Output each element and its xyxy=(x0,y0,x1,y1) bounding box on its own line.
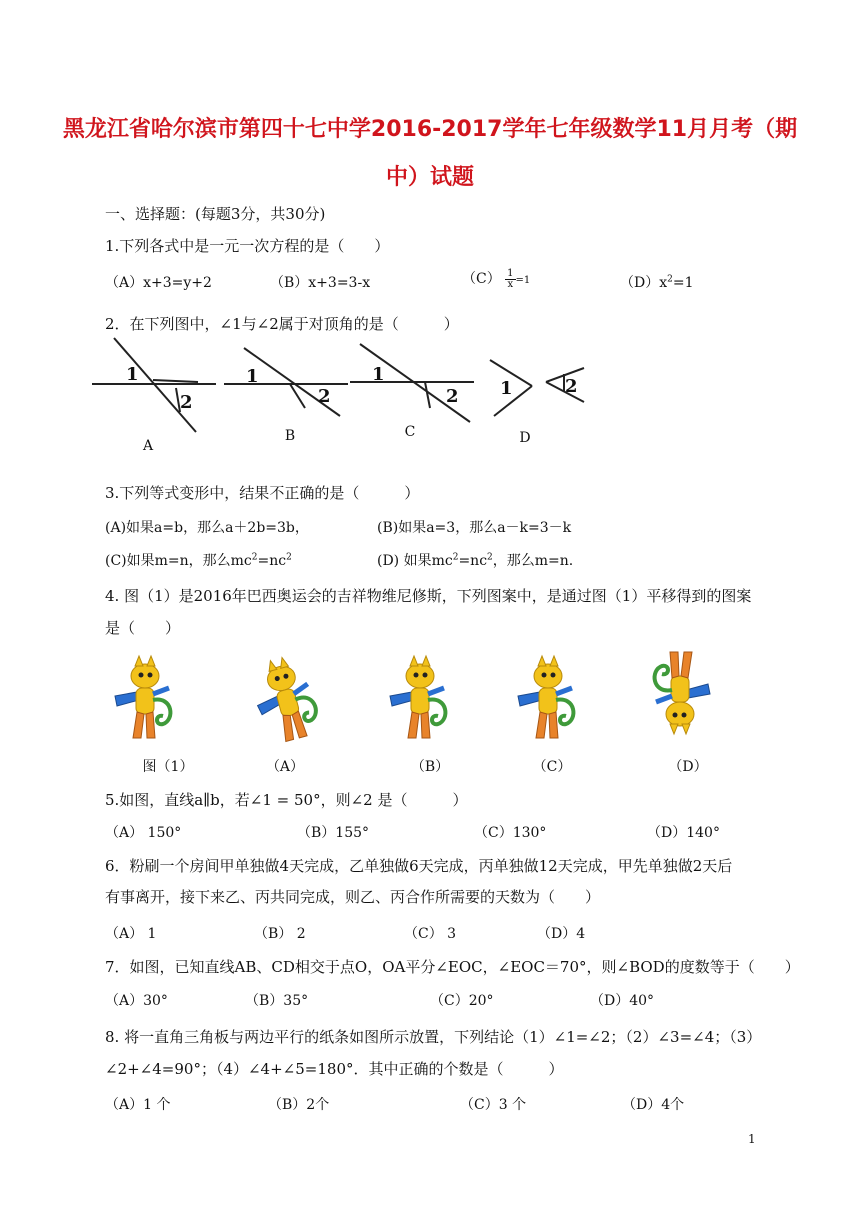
q7-option-d: （D）40° xyxy=(590,993,655,1009)
q4-stem-line1: 4. 图（1）是2016年巴西奥运会的吉祥物维尼修斯，下列图案中，是通过图（1）平移得到的图案 xyxy=(105,587,752,605)
q1-option-d-text: （D）x xyxy=(620,275,668,291)
q8-option-a: （A）1 个 xyxy=(105,1097,171,1113)
q1-option-c-rest: =1 xyxy=(515,275,531,286)
q2-stem: 2．在下列图中，∠1与∠2属于对顶角的是（ ） xyxy=(105,315,459,333)
q1-option-a: （A）x+3=y+2 xyxy=(105,275,212,291)
q2-caption-a: A xyxy=(142,438,154,454)
figure-d-angle2: 2 xyxy=(565,376,578,397)
figure-d-angle1: 1 xyxy=(500,378,513,399)
q3-d-sup1: 2 xyxy=(452,552,459,563)
q4-caption-b: （B） xyxy=(410,759,450,775)
figure-b-angle1: 1 xyxy=(246,366,259,387)
q5-option-b: （B）155° xyxy=(297,825,370,841)
q3-c-mid: =nc xyxy=(257,553,287,569)
q3-option-d xyxy=(377,550,573,570)
q3-option-b: (B)如果a=3，那么a－k=3－k xyxy=(377,520,572,536)
q7-option-a: （A）30° xyxy=(105,993,168,1009)
q1-option-d xyxy=(620,272,694,292)
q3-d-rest: ，那么m=n. xyxy=(492,553,574,569)
fraction-denominator: x xyxy=(507,278,514,290)
q3-option-a: (A)如果a=b，那么a＋2b=3b， xyxy=(105,520,309,536)
page-title-line1: 黑龙江省哈尔滨市第四十七中学2016-2017学年七年级数学11月月考（期 xyxy=(62,117,798,142)
q3-c-sup1: 2 xyxy=(251,552,258,563)
q1-option-b: （B）x+3=3-x xyxy=(270,275,371,291)
q1-option-c-fraction xyxy=(505,269,515,290)
q1-option-c-label: （C） xyxy=(462,271,501,287)
section-header: 一、选择题：(每题3分，共30分) xyxy=(105,205,326,223)
q1-option-d-sup: 2 xyxy=(667,274,673,285)
q8-option-d: （D）4个 xyxy=(622,1097,685,1113)
q8-option-c: （C）3 个 xyxy=(460,1097,527,1113)
q7-stem: 7．如图，已知直线AB、CD相交于点O，OA平分∠EOC，∠EOC＝70°，则∠BOD的度数等于（ ） xyxy=(105,958,800,976)
q6-option-a: （A） 1 xyxy=(105,926,157,942)
page-title-line2: 中）试题 xyxy=(385,165,474,190)
q5-stem: 5.如图，直线a∥b，若∠1 = 50°，则∠2 是（ ） xyxy=(105,791,468,809)
q6-option-b: （B） 2 xyxy=(254,926,306,942)
figure-c-angle2: 2 xyxy=(446,386,459,407)
q4-caption-c: （C） xyxy=(532,759,572,775)
q3-option-c-text: (C)如果m=n，那么mc xyxy=(105,553,252,569)
q8-stem-line2: ∠2+∠4=90°；（4）∠4+∠5=180°．其中正确的个数是（ ） xyxy=(105,1060,564,1078)
q8-option-b: （B）2个 xyxy=(268,1097,330,1113)
q4-stem-line2: 是（ ） xyxy=(105,619,181,637)
q2-caption-b: B xyxy=(284,428,296,444)
q6-option-d: （D）4 xyxy=(537,926,586,942)
q4-mascot-figures xyxy=(0,650,860,760)
q3-d-sup2: 2 xyxy=(487,552,493,563)
q8-stem-line1: 8. 将一直角三角板与两边平行的纸条如图所示放置，下列结论（1）∠1=∠2；（2）∠3=∠4；（3） xyxy=(105,1028,762,1046)
figure-c-angle1: 1 xyxy=(372,364,385,385)
q6-stem-line1: 6．粉刷一个房间甲单独做4天完成，乙单独做6天完成，丙单独做12天完成，甲先单独做2天后 xyxy=(105,857,733,875)
figure-a-angle2: 2 xyxy=(180,392,193,413)
figure-a-angle1: 1 xyxy=(126,364,139,385)
q6-option-c: （C） 3 xyxy=(404,926,457,942)
q3-stem: 3.下列等式变形中，结果不正确的是（ ） xyxy=(105,484,420,502)
q1-option-c xyxy=(462,268,530,290)
q2-caption-d: D xyxy=(519,430,531,446)
q4-caption-figure1: 图（1） xyxy=(142,759,194,775)
figure-b-angle2: 2 xyxy=(318,386,331,407)
q7-option-c: （C）20° xyxy=(430,993,494,1009)
q3-c-sup2: 2 xyxy=(286,552,292,563)
q6-stem-line2: 有事离开，接下来乙、丙共同完成，则乙、丙合作所需要的天数为（ ） xyxy=(105,888,601,906)
q7-option-b: （B）35° xyxy=(245,993,309,1009)
fraction-numerator: 1 xyxy=(507,267,514,279)
q5-option-d: （D）140° xyxy=(647,825,720,841)
q3-option-c xyxy=(105,550,292,570)
q2-caption-c: C xyxy=(404,424,416,440)
q5-option-c: （C）130° xyxy=(474,825,547,841)
q3-d-mid: =nc xyxy=(458,553,488,569)
q5-option-a: （A） 150° xyxy=(105,825,182,841)
q1-stem: 1.下列各式中是一元一次方程的是（ ） xyxy=(105,237,390,255)
q3-option-d-text: (D) 如果mc xyxy=(377,553,453,569)
q1-option-d-rest: =1 xyxy=(672,275,694,291)
q4-caption-a: （A） xyxy=(265,759,305,775)
q4-caption-d: （D） xyxy=(668,759,708,775)
page-number: 1 xyxy=(748,1132,756,1146)
